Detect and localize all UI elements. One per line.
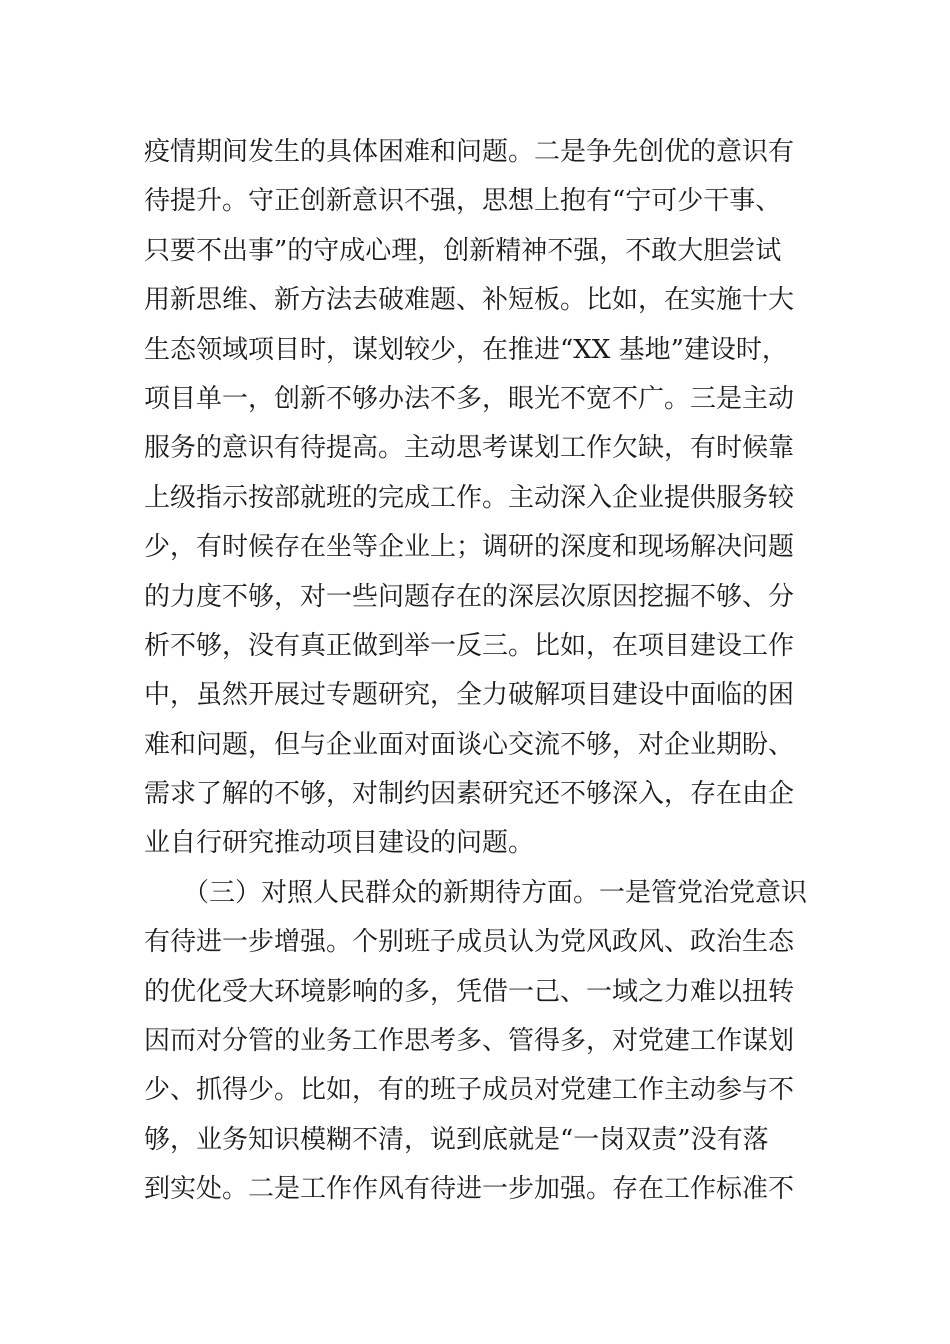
text-line: 疫情期间发生的具体困难和问题。二是争先创优的意识有	[144, 137, 795, 167]
text-line: 项目单一，创新不够办法不多，眼光不宽不广。三是主动	[144, 383, 795, 414]
text-line: 的力度不够，对一些问题存在的深层次原因挖掘不够、分	[144, 581, 795, 612]
text-line: 中，虽然开展过专题研究，全力破解项目建设中面临的困	[144, 680, 795, 711]
text-line: 只要不出事”的守成心理，创新精神不强，不敢大胆尝试	[144, 235, 782, 266]
text-line: 到实处。二是工作作风有待进一步加强。存在工作标准不	[144, 1174, 795, 1205]
text-line: 上级指示按部就班的完成工作。主动深入企业提供服务较	[144, 482, 795, 513]
text-line: 待提升。守正创新意识不强，思想上抱有“宁可少干事、	[144, 186, 782, 217]
text-line: 业自行研究推动项目建设的问题。	[144, 828, 535, 859]
text-line: 因而对分管的业务工作思考多、管得多，对党建工作谋划	[144, 1026, 795, 1057]
text-line: 服务的意识有待提高。主动思考谋划工作欠缺，有时候靠	[144, 433, 795, 464]
text-line: 生态领域项目时，谋划较少，在推进“XX 基地”建设时，	[144, 334, 788, 365]
text-line: 够，业务知识模糊不清，说到底就是“一岗双责”没有落	[144, 1124, 769, 1155]
body-text	[144, 128, 816, 1215]
text-line: 需求了解的不够，对制约因素研究还不够深入，存在由企	[144, 779, 795, 810]
section-heading-line: （三）对照人民群众的新期待方面。一是管党治党意识	[144, 877, 808, 908]
text-line: 用新思维、新方法去破难题、补短板。比如，在实施十大	[144, 285, 795, 316]
text-line: 的优化受大环境影响的多，凭借一己、一域之力难以扭转	[144, 976, 795, 1007]
text-line: 少，有时候存在坐等企业上；调研的深度和现场解决问题	[144, 532, 795, 563]
text-line: 析不够，没有真正做到举一反三。比如，在项目建设工作	[144, 630, 795, 661]
text-line: 少、抓得少。比如，有的班子成员对党建工作主动参与不	[144, 1075, 795, 1106]
text-line: 难和问题，但与企业面对面谈心交流不够，对企业期盼、	[144, 729, 795, 760]
text-line: 有待进一步增强。个别班子成员认为党风政风、政治生态	[144, 927, 795, 958]
